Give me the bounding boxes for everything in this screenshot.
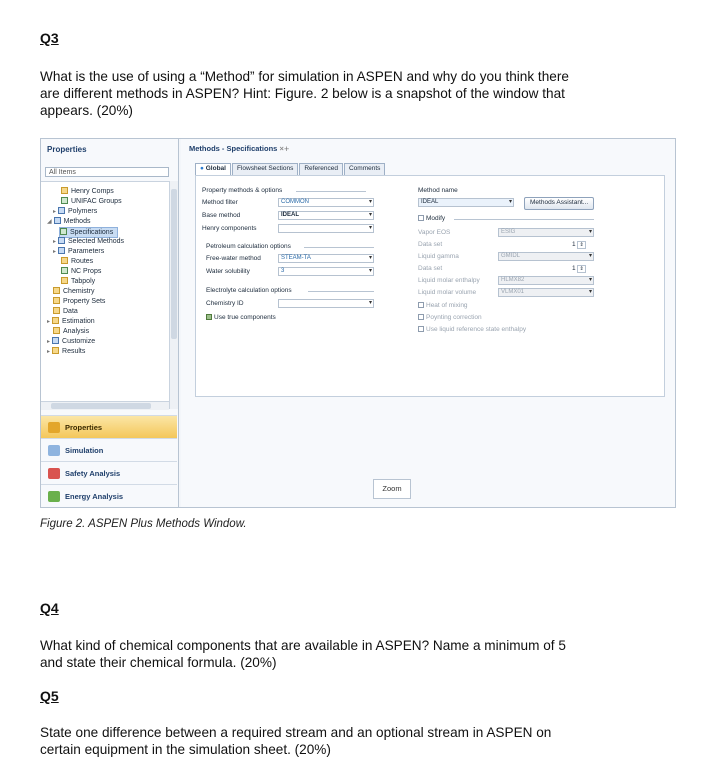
data-set-2-stepper[interactable]: 1 ⇕ — [572, 265, 584, 272]
folder-icon — [52, 317, 59, 324]
water-solubility-select[interactable]: 3 ▾ — [278, 267, 374, 276]
aspen-methods-screenshot — [40, 138, 676, 508]
tree-item[interactable]: Tabpoly — [61, 277, 95, 286]
folder-icon — [53, 287, 60, 294]
folder-icon — [52, 337, 59, 344]
use-true-components-checkbox[interactable]: Use true components — [206, 313, 276, 322]
data-set-stepper[interactable]: 1 ⇕ — [572, 241, 584, 248]
checkbox-icon — [418, 326, 424, 332]
free-water-select[interactable]: STEAM-TA ▾ — [278, 254, 374, 263]
q4-line-1: What kind of chemical components that are available in ASPEN? Name a minimum of 5 — [40, 638, 566, 653]
chevron-down-icon: ▾ — [368, 268, 372, 274]
q5-heading: Q5 — [40, 688, 59, 704]
data-set-label: Data set — [418, 241, 443, 248]
property-methods-group-label: Property methods & options — [202, 187, 283, 194]
chevron-down-icon: ▾ — [368, 199, 372, 205]
liquid-molar-volume-select[interactable]: VLMX01 ▾ — [498, 288, 594, 297]
new-tab-icon[interactable]: + — [284, 144, 290, 154]
tree-item[interactable]: ▸ Polymers — [53, 208, 98, 215]
folder-icon — [58, 237, 65, 244]
tab-global[interactable]: ● Global — [195, 163, 231, 175]
henry-components-select[interactable] — [278, 224, 374, 233]
chevron-down-icon: ▾ — [588, 229, 592, 235]
chevron-down-icon: ▾ — [368, 225, 372, 231]
methods-assistant-button[interactable]: Methods Assistant... — [524, 197, 594, 210]
energy-icon — [48, 491, 60, 502]
liquid-molar-enthalpy-select[interactable]: HLMX82 ▾ — [498, 276, 594, 285]
folder-icon — [58, 247, 65, 254]
tree-item[interactable]: UNIFAC Groups — [61, 197, 122, 206]
data-set-2-label: Data set — [418, 265, 443, 272]
close-icon[interactable]: × — [279, 144, 284, 153]
nav-button-simulation[interactable]: Simulation — [41, 438, 177, 461]
check-icon — [61, 197, 68, 204]
nav-button-energy-analysis[interactable]: Energy Analysis — [41, 484, 177, 507]
tree-item[interactable]: Property Sets — [53, 297, 105, 306]
henry-components-label: Henry components — [202, 225, 257, 232]
folder-icon — [54, 217, 61, 224]
tree-item-selected[interactable]: Specifications — [59, 227, 118, 238]
nav-filter-input[interactable]: All Items — [45, 167, 169, 177]
tab-methods-specifications[interactable]: Methods - Specifications × — [189, 144, 284, 153]
tree-vertical-scrollbar[interactable] — [169, 181, 178, 409]
base-method-select[interactable]: IDEAL ▾ — [278, 211, 374, 220]
chemistry-id-label: Chemistry ID — [206, 300, 244, 307]
group-divider — [304, 247, 374, 248]
tree-item[interactable]: Routes — [61, 257, 93, 266]
group-divider — [454, 219, 594, 220]
chevron-down-icon: ▾ — [588, 289, 592, 295]
navigation-tree — [41, 181, 169, 410]
liquid-molar-volume-label: Liquid molar volume — [418, 289, 477, 296]
folder-icon — [61, 257, 68, 264]
scroll-thumb[interactable] — [171, 189, 177, 339]
petroleum-group-label: Petroleum calculation options — [206, 243, 291, 250]
q5-line-1: State one difference between a required stream and an optional stream in ASPEN on — [40, 725, 552, 740]
chevron-down-icon: ▾ — [588, 277, 592, 283]
liquid-gamma-label: Liquid gamma — [418, 253, 459, 260]
scroll-thumb[interactable] — [51, 403, 151, 409]
q4-heading: Q4 — [40, 600, 59, 616]
tree-item[interactable]: ◢ Methods — [47, 218, 91, 225]
method-filter-label: Method filter — [202, 199, 238, 206]
check-circle-icon: ● — [200, 165, 204, 172]
methods-specifications-window — [181, 139, 675, 507]
checkbox-icon — [418, 314, 424, 320]
q3-line-2: are different methods in ASPEN? Hint: Figure. 2 below is a snapshot of the window that — [40, 86, 565, 101]
q5-text — [40, 724, 670, 758]
q3-line-3: appears. (20%) — [40, 103, 133, 118]
tree-item[interactable]: Chemistry — [53, 287, 95, 296]
tree-item[interactable]: Henry Comps — [61, 187, 114, 196]
checkbox-checked-icon — [206, 314, 212, 320]
safety-icon — [48, 468, 60, 479]
chevron-down-icon: ▾ — [508, 199, 512, 205]
heat-of-mixing-checkbox[interactable]: Heat of mixing — [418, 301, 468, 310]
checkbox-icon — [418, 215, 424, 221]
tab-comments[interactable]: Comments — [344, 163, 385, 175]
chevron-down-icon: ▾ — [368, 300, 372, 306]
tree-item[interactable]: ▸ Customize — [47, 338, 96, 345]
base-method-label: Base method — [202, 212, 241, 219]
q3-line-1: What is the use of using a “Method” for simulation in ASPEN and why do you think there — [40, 69, 569, 84]
check-icon — [60, 228, 67, 235]
tree-item[interactable]: ▸ Results — [47, 348, 86, 355]
liquid-molar-enthalpy-label: Liquid molar enthalpy — [418, 277, 480, 284]
nav-button-safety-analysis[interactable]: Safety Analysis — [41, 461, 177, 484]
group-divider — [308, 291, 374, 292]
folder-icon — [61, 187, 68, 194]
method-name-select[interactable]: IDEAL ▾ — [418, 198, 514, 207]
tab-flowsheet-sections[interactable]: Flowsheet Sections — [232, 163, 298, 175]
nav-title: Properties — [47, 145, 87, 154]
navigation-pane — [41, 139, 179, 507]
checkbox-icon — [418, 302, 424, 308]
q4-text — [40, 637, 670, 671]
folder-icon — [61, 277, 68, 284]
vapor-eos-label: Vapor EOS — [418, 229, 451, 236]
method-filter-select[interactable]: COMMON ▾ — [278, 198, 374, 207]
figure-caption: Figure 2. ASPEN Plus Methods Window. — [40, 518, 247, 530]
tree-item[interactable]: ▸ Estimation — [47, 318, 95, 325]
q3-text — [40, 68, 670, 119]
global-form — [195, 175, 665, 397]
group-divider — [296, 191, 366, 192]
chevron-down-icon: ▾ — [368, 212, 372, 218]
folder-icon — [52, 347, 59, 354]
form-tabs — [195, 163, 386, 175]
tree-item[interactable]: Data — [53, 307, 78, 316]
check-icon — [61, 267, 68, 274]
tree-item[interactable]: ▸ Parameters — [53, 248, 105, 255]
zoom-control[interactable]: Zoom — [373, 479, 411, 499]
method-name-label: Method name — [418, 187, 458, 194]
q3-heading: Q3 — [40, 30, 59, 46]
tree-horizontal-scrollbar[interactable] — [41, 401, 169, 410]
electrolyte-group-label: Electrolyte calculation options — [206, 287, 292, 294]
tab-referenced[interactable]: Referenced — [299, 163, 343, 175]
use-liquid-reference-checkbox[interactable]: Use liquid reference state enthalpy — [418, 325, 526, 334]
poynting-correction-checkbox[interactable]: Poynting correction — [418, 313, 482, 322]
folder-icon — [58, 207, 65, 214]
chemistry-id-select[interactable] — [278, 299, 374, 308]
vapor-eos-select[interactable]: ESIG ▾ — [498, 228, 594, 237]
nav-button-properties[interactable]: Properties — [41, 415, 177, 438]
chevron-down-icon: ▾ — [368, 255, 372, 261]
spin-icon: ⇕ — [579, 242, 584, 248]
tree-item[interactable]: NC Props — [61, 267, 101, 276]
folder-icon — [53, 297, 60, 304]
chevron-down-icon: ▾ — [588, 253, 592, 259]
liquid-gamma-select[interactable]: GMIDL ▾ — [498, 252, 594, 261]
properties-icon — [48, 422, 60, 433]
modify-checkbox[interactable]: Modify — [418, 214, 445, 223]
free-water-label: Free-water method — [206, 255, 261, 262]
simulation-icon — [48, 445, 60, 456]
spin-icon: ⇕ — [579, 266, 584, 272]
tree-item[interactable]: ▸ Selected Methods — [53, 238, 125, 245]
q5-line-2: certain equipment in the simulation sheet. (20%) — [40, 742, 331, 757]
tree-item[interactable]: Analysis — [53, 327, 89, 336]
q4-line-2: and state their chemical formula. (20%) — [40, 655, 277, 670]
folder-icon — [53, 307, 60, 314]
folder-icon — [53, 327, 60, 334]
water-solubility-label: Water solubility — [206, 268, 250, 275]
